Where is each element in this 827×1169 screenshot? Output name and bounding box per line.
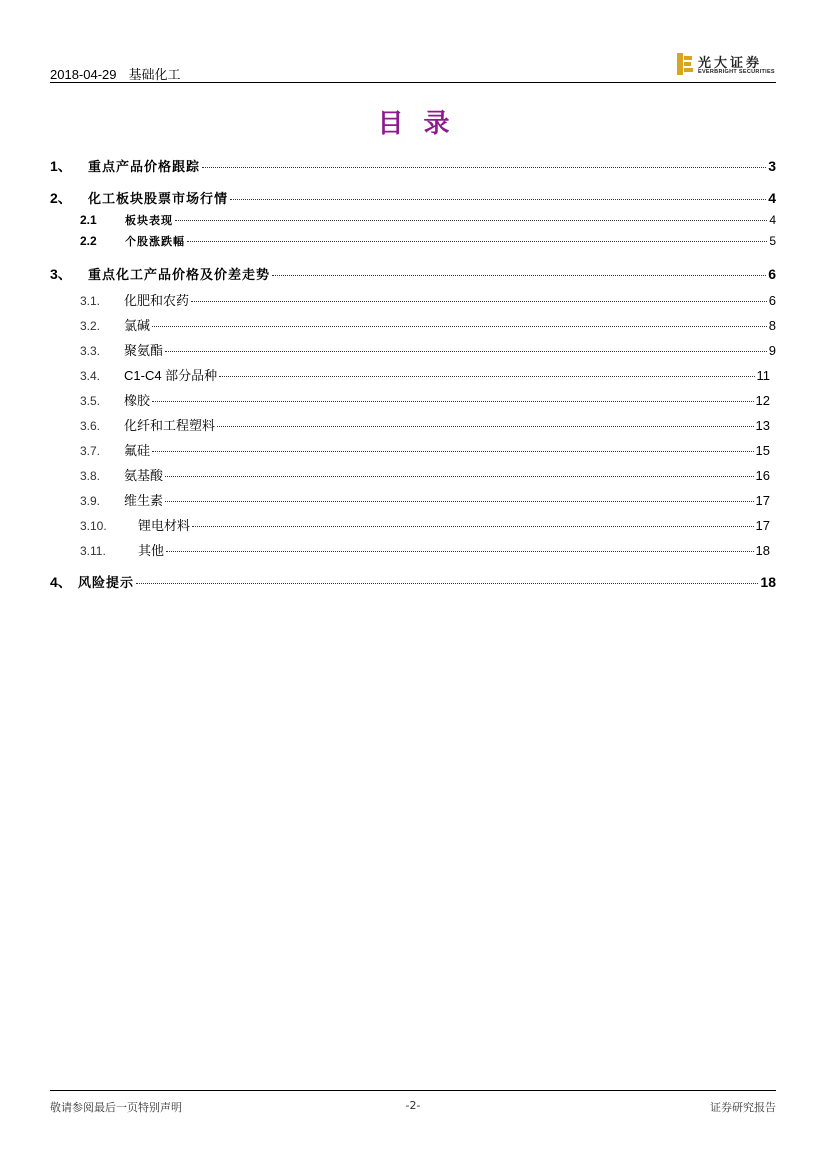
footer-report-type: 证券研究报告 <box>710 1101 776 1114</box>
toc-entry-3-7[interactable]: 3.7. 氟硅 15 <box>80 443 770 458</box>
logo-text-en: EVERBRIGHT SECURITIES <box>698 69 775 75</box>
toc-entry-3-3[interactable]: 3.3. 聚氨酯 9 <box>80 343 776 358</box>
toc-entry-2-1[interactable]: 2.1 板块表现 4 <box>80 213 776 227</box>
report-sector: 基础化工 <box>128 67 181 82</box>
toc-entry-2[interactable]: 2、 化工板块股票市场行情 4 <box>50 190 776 207</box>
footer-page-number: -2- <box>405 1099 421 1112</box>
logo-text-cn: 光大证券 <box>698 56 763 71</box>
toc-entry-4[interactable]: 4、 风险提示 18 <box>50 574 776 591</box>
page-footer <box>50 1090 776 1117</box>
page-header <box>50 52 776 83</box>
company-logo <box>676 52 776 78</box>
toc-entry-3-10[interactable]: 3.10. 锂电材料 17 <box>80 518 770 533</box>
toc-entry-3-6[interactable]: 3.6. 化纤和工程塑料 13 <box>80 418 770 433</box>
toc-entry-3[interactable]: 3、 重点化工产品价格及价差走势 6 <box>50 266 776 283</box>
logo-mark-icon <box>676 53 694 75</box>
header-info <box>50 64 181 83</box>
page-title: 目录 <box>377 109 470 139</box>
toc-entry-3-1[interactable]: 3.1. 化肥和农药 6 <box>80 293 776 308</box>
toc-entry-1[interactable]: 1、 重点产品价格跟踪 3 <box>50 158 776 175</box>
toc-entry-3-11[interactable]: 3.11. 其他 18 <box>80 543 770 558</box>
toc-entry-2-2[interactable]: 2.2 个股涨跌幅 5 <box>80 234 776 248</box>
toc-entry-3-9[interactable]: 3.9. 维生素 17 <box>80 493 770 508</box>
toc-entry-3-8[interactable]: 3.8. 氨基酸 16 <box>80 468 770 483</box>
toc-entry-3-4[interactable]: 3.4. C1-C4 部分品种 11 <box>80 368 770 383</box>
footer-disclaimer: 敬请参阅最后一页特别声明 <box>50 1101 182 1114</box>
toc-entry-3-5[interactable]: 3.5. 橡胶 12 <box>80 393 770 408</box>
toc-entry-3-2[interactable]: 3.2. 氯碱 8 <box>80 318 776 333</box>
report-date: 2018-04-29 <box>50 67 117 82</box>
